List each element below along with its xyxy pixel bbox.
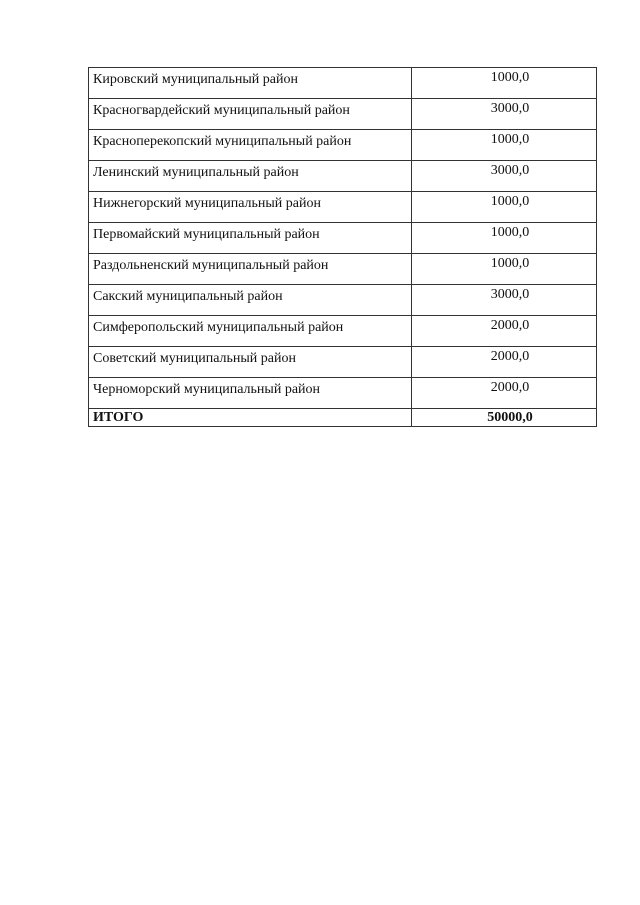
table-row (89, 161, 597, 192)
amount-value: 1000,0 (412, 254, 597, 285)
amount-value: 3000,0 (412, 99, 597, 130)
district-name: Раздольненский муниципальный район (89, 254, 412, 285)
table-row (89, 254, 597, 285)
table-row (89, 347, 597, 378)
table-row (89, 99, 597, 130)
amount-value: 1000,0 (412, 68, 597, 99)
amount-value: 3000,0 (412, 161, 597, 192)
district-name: Красноперекопский муниципальный район (89, 130, 412, 161)
table-row (89, 223, 597, 254)
total-label: ИТОГО (89, 409, 412, 427)
amount-value: 2000,0 (412, 347, 597, 378)
district-name: Черноморский муниципальный район (89, 378, 412, 409)
table-row (89, 316, 597, 347)
table-row (89, 68, 597, 99)
amount-value: 2000,0 (412, 378, 597, 409)
district-name: Нижнегорский муниципальный район (89, 192, 412, 223)
table-row (89, 130, 597, 161)
table-row (89, 285, 597, 316)
amount-value: 1000,0 (412, 192, 597, 223)
district-name: Симферопольский муниципальный район (89, 316, 412, 347)
total-row (89, 409, 597, 427)
district-name: Ленинский муниципальный район (89, 161, 412, 192)
district-name: Красногвардейский муниципальный район (89, 99, 412, 130)
district-name: Советский муниципальный район (89, 347, 412, 378)
district-name: Первомайский муниципальный район (89, 223, 412, 254)
table-row (89, 192, 597, 223)
allocation-table (88, 67, 597, 427)
amount-value: 2000,0 (412, 316, 597, 347)
total-value: 50000,0 (412, 409, 597, 427)
district-name: Кировский муниципальный район (89, 68, 412, 99)
amount-value: 3000,0 (412, 285, 597, 316)
table-row (89, 378, 597, 409)
amount-value: 1000,0 (412, 223, 597, 254)
amount-value: 1000,0 (412, 130, 597, 161)
district-name: Сакский муниципальный район (89, 285, 412, 316)
